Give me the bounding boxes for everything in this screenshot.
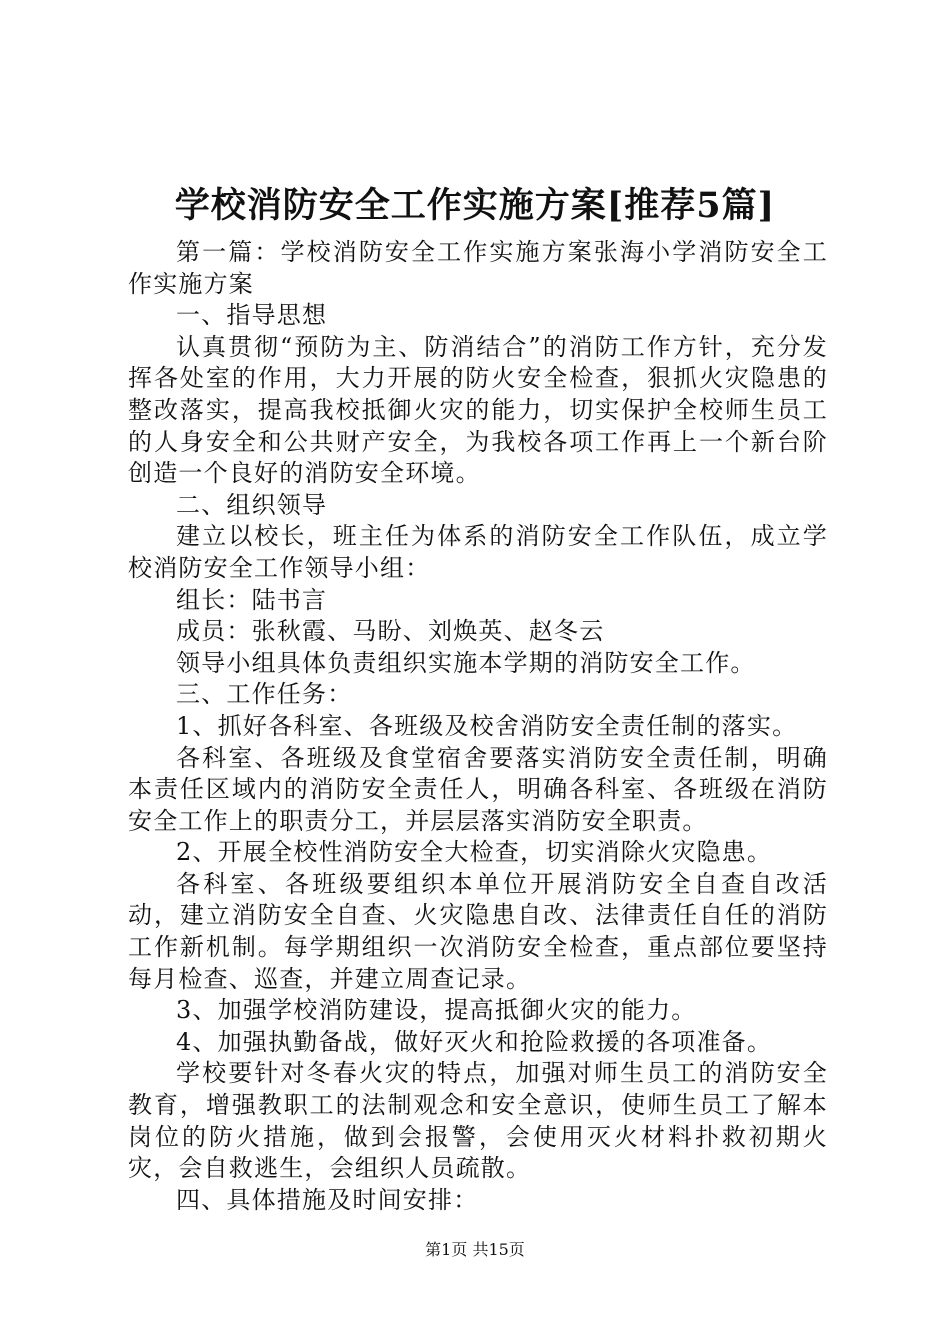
section-heading: 四、具体措施及时间安排： (176, 1185, 479, 1214)
list-item: 3、加强学校消防建设，提高抵御火灾的能力。 (176, 996, 697, 1025)
paragraph: 建立以校长，班主任为体系的消防安全工作队伍，成立学校消防安全工作领导小组： (128, 522, 828, 582)
paragraph: 第一篇：学校消防安全工作实施方案张海小学消防安全工作实施方案 (128, 238, 828, 298)
paragraph: 认真贯彻“预防为主、防消结合”的消防工作方针，充分发挥各处室的作用，大力开展的防火安全检查，狠抓火灾隐患的整改落实，提高我校抵御火灾的能力，切实保护全校师生员工的人身安全和公共财产安全，为我校各项工作再上一个新台阶创造一个良好的消防安全环境。 (128, 332, 828, 488)
list-item: 1、抓好各科室、各班级及校舍消防安全责任制的落实。 (176, 711, 798, 740)
paragraph: 领导小组具体负责组织实施本学期的消防安全工作。 (176, 648, 756, 677)
paragraph: 组长：陆书言 (176, 585, 328, 614)
paragraph: 各科室、各班级要组织本单位开展消防安全自查自改活动，建立消防安全自查、火灾隐患自改、法律责任自任的消防工作新机制。每学期组织一次消防安全检查，重点部位要坚持每月检查、巡查，并建立周查记录。 (128, 869, 828, 993)
document-title: 学校消防安全工作实施方案[推荐5篇] (174, 185, 776, 226)
paragraph: 学校要针对冬春火灾的特点，加强对师生员工的消防安全教育，增强教职工的法制观念和安全意识，使师生员工了解本岗位的防火措施，做到会报警，会使用灭火材料扑救初期火灾，会自救逃生，会组织人员疏散。 (128, 1059, 828, 1183)
paragraph: 各科室、各班级及食堂宿舍要落实消防安全责任制，明确本责任区域内的消防安全责任人，明确各科室、各班级在消防安全工作上的职责分工，并层层落实消防安全职责。 (128, 743, 828, 835)
section-heading: 二、组织领导 (176, 490, 328, 519)
section-heading: 一、指导思想 (176, 301, 328, 330)
list-item: 4、加强执勤备战，做好灭火和抢险救援的各项准备。 (176, 1027, 773, 1056)
list-item: 2、开展全校性消防安全大检查，切实消除火灾隐患。 (176, 838, 773, 867)
paragraph: 成员：张秋霞、马盼、刘焕英、赵冬云 (176, 617, 605, 646)
page-footer: 第1页 共15页 (425, 1240, 525, 1259)
section-heading: 三、工作任务： (176, 680, 353, 709)
document-body (128, 237, 828, 1216)
